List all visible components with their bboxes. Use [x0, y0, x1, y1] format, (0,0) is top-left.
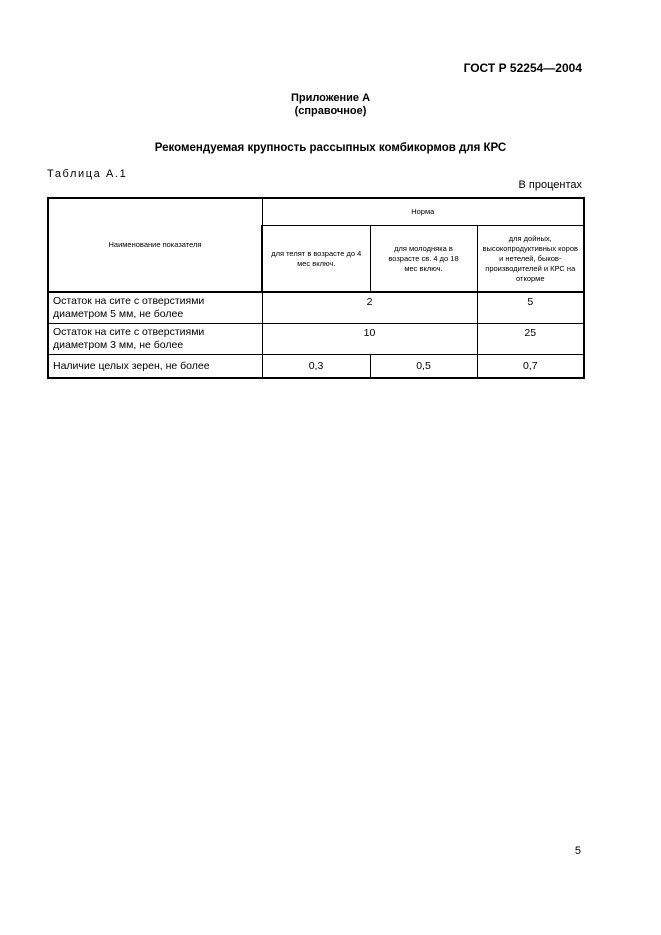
row-value-merged: 2 [262, 292, 477, 324]
appendix-title: Приложение А [290, 92, 371, 104]
row-value: 25 [477, 324, 584, 355]
row-label: Остаток на сите с отверстиями диаметром 5 мм, не более [48, 292, 262, 324]
appendix-type: (справочное) [294, 105, 367, 117]
row-value: 0,3 [262, 355, 370, 379]
document-number: ГОСТ Р 52254—2004 [463, 61, 582, 75]
header-calves: для телят в возрасте до 4 мес включ. [262, 226, 370, 292]
table-label: Таблица А.1 [47, 168, 128, 180]
row-label: Остаток на сите с отверстиями диаметром 3 мм, не более [48, 324, 262, 355]
header-indicator-name: Наименование показателя [48, 198, 262, 292]
row-label: Наличие целых зерен, не более [48, 355, 262, 379]
row-value: 0,5 [370, 355, 477, 379]
header-young-stock: для молодняка в возрасте св. 4 до 18 мес включ. [370, 226, 477, 292]
table-row [48, 292, 584, 324]
header-norm: Норма [262, 198, 584, 226]
appendix-heading [0, 92, 661, 118]
page-number: 5 [574, 845, 581, 857]
header-dairy-cows: для дойных, высокопродуктивных коров и нетелей, быков-производителей и КРС на откорме [477, 226, 584, 292]
row-value-merged: 10 [262, 324, 477, 355]
table-row [48, 324, 584, 355]
norms-table [47, 197, 585, 379]
table-row [48, 355, 584, 379]
table-units: В процентах [518, 179, 582, 191]
page-title: Рекомендуемая крупность рассыпных комбикормов для КРС [154, 142, 507, 154]
row-value: 0,7 [477, 355, 584, 379]
row-value: 5 [477, 292, 584, 324]
